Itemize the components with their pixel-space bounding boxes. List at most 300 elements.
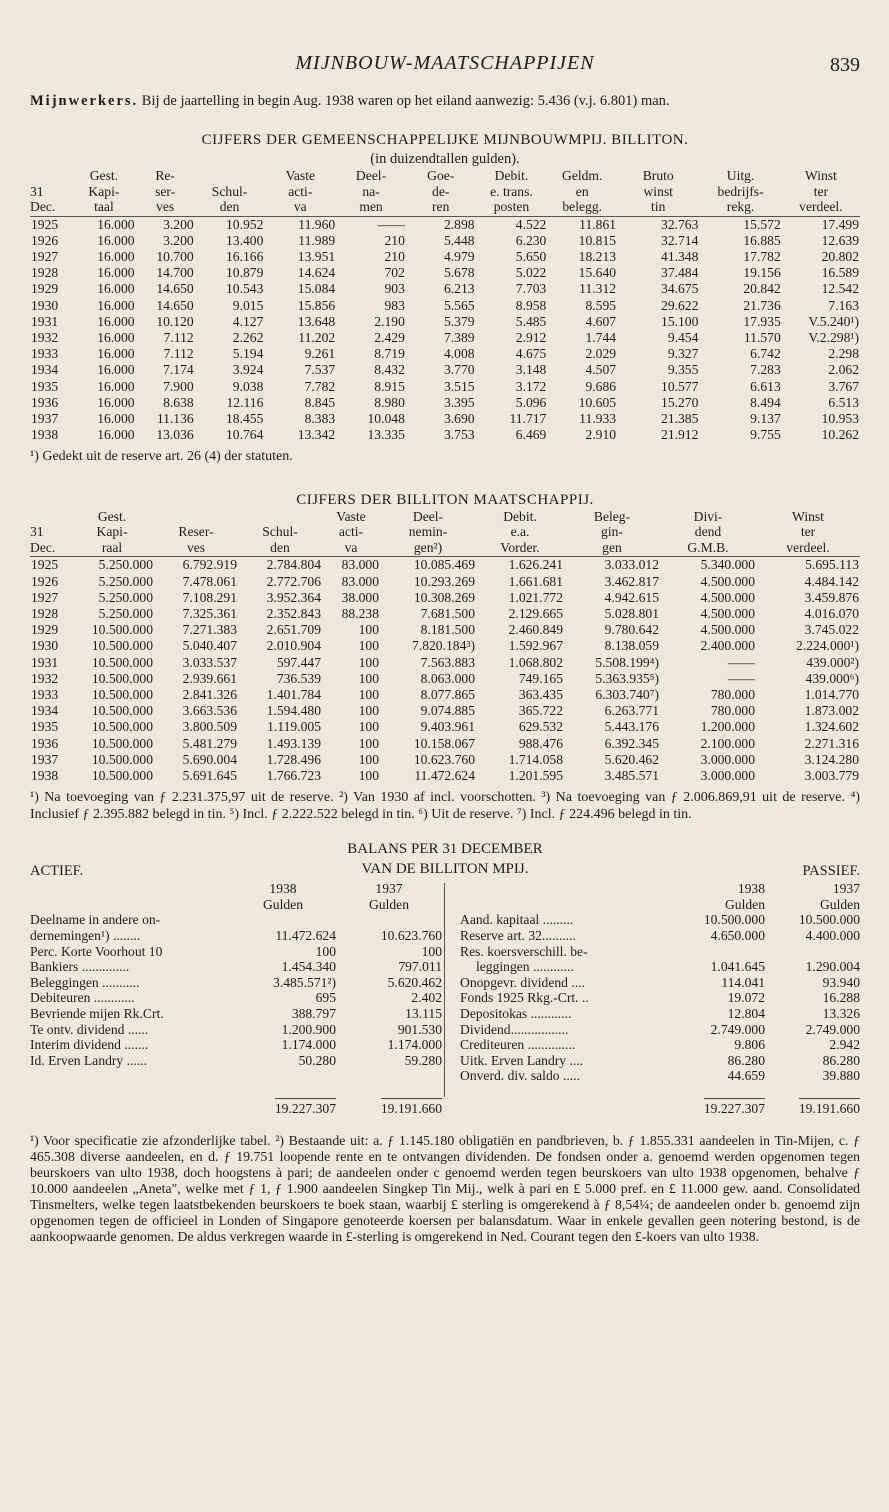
year-cell: 1933 (31, 346, 59, 362)
value-cell: 10.500.000 (91, 654, 153, 670)
value-cell: 10.953 (821, 410, 859, 426)
year-cell: 1930 (31, 297, 59, 313)
value-cell: 6.792.919 (182, 557, 237, 573)
column-header (195, 168, 265, 184)
value-cell: 3.485.571 (604, 767, 659, 783)
value-cell: 3.952.364 (266, 589, 321, 605)
year-cell: 1931 (31, 313, 59, 329)
column-header: na- (362, 183, 380, 199)
column-header: Debit. (494, 168, 529, 183)
value-cell: 5.028.801 (604, 605, 659, 621)
value-cell: 8.063.000 (420, 670, 475, 686)
balance-item (460, 944, 860, 960)
value-cell: 3.767 (828, 378, 859, 394)
total-1937 (765, 1094, 860, 1117)
item-label: Onopgevr. dividend .... (460, 974, 585, 990)
value-cell: 3.172 (515, 378, 547, 394)
value-cell: 7.782 (304, 378, 336, 394)
column-header: e.a. (510, 524, 530, 540)
value-cell: 21.736 (743, 297, 781, 313)
value-1938: 86.280 (727, 1052, 765, 1068)
value-cell: 7.478.061 (182, 573, 237, 589)
item-label: Bevriende mijen Rk.Crt. (30, 1005, 164, 1021)
value-cell: 4.500.000 (700, 622, 755, 638)
year-cell: 1933 (31, 686, 59, 702)
value-cell: 13.648 (297, 313, 336, 329)
year-1937-header: 1937 (832, 881, 860, 897)
value-cell: 7.163 (828, 297, 859, 313)
year-cell: 1928 (31, 265, 59, 281)
table-row (30, 411, 860, 427)
value-cell: 12.542 (821, 281, 859, 297)
year-cell: 1935 (31, 719, 59, 735)
value-cell: 21.912 (661, 427, 699, 443)
value-cell: 9.403.961 (420, 719, 475, 735)
value-cell: 6.613 (750, 378, 781, 394)
balance-item (30, 1037, 442, 1053)
table-row (30, 281, 860, 297)
table-row (30, 314, 860, 330)
column-header: Re- (155, 168, 175, 183)
value-cell: 210 (384, 248, 405, 264)
column-header: taal (72, 199, 135, 216)
balance-item (30, 990, 442, 1006)
value-cell: 100 (358, 703, 379, 719)
value-cell: 8.980 (374, 394, 405, 410)
blank-header (460, 897, 660, 913)
value-cell: 2.841.326 (182, 686, 237, 702)
balance-item (460, 959, 860, 975)
balance-item (30, 944, 442, 960)
column-header: Deel- (412, 508, 444, 524)
total-1938 (660, 1094, 765, 1117)
value-cell: 1.626.241 (508, 557, 563, 573)
value-cell: 5.620.462 (604, 751, 659, 767)
total-1937-value: 19.191.660 (381, 1098, 442, 1117)
value-cell: 3.000.000 (700, 751, 755, 767)
value-cell: 15.100 (661, 313, 699, 329)
value-cell: 7.703 (515, 281, 547, 297)
column-header: e. trans. (490, 183, 533, 199)
value-cell: 13.400 (226, 232, 264, 248)
value-cell: 10.815 (578, 232, 617, 248)
total-label (460, 1094, 660, 1117)
value-cell: 10.308.269 (413, 589, 475, 605)
value-cell: 6.392.345 (604, 735, 659, 751)
value-cell: 7.900 (163, 378, 194, 394)
column-header: posten (476, 199, 548, 216)
value-cell: 8.595 (585, 297, 617, 313)
table-row (30, 362, 860, 378)
value-cell: 2.898 (443, 216, 475, 232)
column-header: verdeel. (782, 199, 860, 216)
value-cell: 16.000 (97, 265, 135, 281)
gmb-figures-table (30, 168, 860, 443)
item-label: Debiteuren ............ (30, 990, 135, 1006)
value-cell: 8.915 (374, 378, 405, 394)
gap-row (30, 1068, 442, 1094)
value-cell: 2.784.804 (266, 557, 321, 573)
item-label: Beleggingen ........... (30, 974, 140, 990)
value-cell: 11.136 (156, 410, 194, 426)
value-cell: 100 (358, 751, 379, 767)
value-cell: 100 (358, 735, 379, 751)
column-header: Dec. (30, 540, 70, 557)
value-cell: 12.639 (821, 232, 859, 248)
column-header: Vorder. (476, 540, 564, 557)
value-cell: 2.400.000 (700, 638, 755, 654)
value-cell: 17.935 (743, 313, 781, 329)
blank-header (460, 881, 660, 897)
value-cell: 1.744 (585, 329, 617, 345)
column-header: ves (136, 199, 195, 216)
value-cell: 1.201.595 (508, 767, 563, 783)
value-cell: 10.262 (821, 427, 859, 443)
value-cell: 11.933 (579, 410, 617, 426)
value-cell: 2.460.849 (508, 622, 563, 638)
year-cell: 1931 (31, 654, 59, 670)
value-cell: 2.010.904 (266, 638, 321, 654)
balance-item (460, 1022, 860, 1038)
value-cell: 5.448 (443, 232, 475, 248)
column-header: gin- (601, 524, 623, 540)
value-cell: 1.119.005 (267, 719, 321, 735)
column-header: Gest. (97, 508, 127, 524)
value-cell: 9.355 (667, 362, 699, 378)
value-1937: 10.623.760 (380, 927, 442, 943)
value-cell: 29.622 (661, 297, 699, 313)
value-cell: 13.342 (297, 427, 336, 443)
balance-item (460, 1037, 860, 1053)
column-header: Vaste (336, 508, 366, 524)
value-cell: 16.000 (97, 281, 135, 297)
balance-item (460, 928, 860, 944)
value-cell: 439.000⁶) (805, 670, 859, 686)
value-cell: 4.500.000 (700, 589, 755, 605)
column-header (238, 509, 322, 525)
table-row (30, 574, 860, 590)
value-1938: 12.804 (727, 1005, 765, 1021)
table-row (30, 298, 860, 314)
value-cell: 6.230 (515, 232, 547, 248)
year-cell: 1925 (31, 216, 59, 232)
item-label: dernemingen¹) ........ (30, 927, 141, 943)
column-header: Beleg- (593, 508, 631, 524)
value-cell: 17.782 (743, 248, 781, 264)
value-cell: 5.096 (515, 394, 547, 410)
year-1938-header: 1938 (737, 881, 765, 897)
value-cell: 5.340.000 (700, 557, 755, 573)
column-header: ves (154, 540, 238, 557)
value-1937: 901.530 (397, 1021, 442, 1037)
value-cell: 9.137 (750, 410, 781, 426)
value-1937: 13.115 (405, 1005, 442, 1021)
value-cell: 702 (384, 265, 405, 281)
table-row (30, 655, 860, 671)
value-cell: 3.033.012 (604, 557, 659, 573)
value-cell: 2.262 (232, 329, 264, 345)
value-cell: 1.714.058 (508, 751, 563, 767)
value-cell: 5.250.000 (98, 589, 153, 605)
balance-item (460, 975, 860, 991)
value-cell: 18.455 (226, 410, 264, 426)
year-cell: 1925 (31, 557, 59, 573)
value-cell: 16.000 (97, 329, 135, 345)
value-cell: 16.000 (97, 362, 135, 378)
value-cell: 6.303.740⁷) (595, 686, 659, 702)
column-header: en (575, 183, 589, 199)
value-cell: 2.651.709 (266, 622, 321, 638)
column-header (30, 168, 72, 184)
column-header: Uitg. (726, 168, 755, 183)
value-cell: 11.312 (579, 281, 617, 297)
value-cell: 210 (384, 232, 405, 248)
value-cell: 9.327 (667, 346, 699, 362)
value-cell: 21.385 (661, 410, 699, 426)
value-cell: 780.000 (710, 686, 755, 702)
value-cell: 83.000 (341, 573, 379, 589)
value-cell: 16.589 (821, 265, 859, 281)
year-cell: 1927 (31, 248, 59, 264)
column-header: Winst (804, 168, 837, 183)
value-cell: 3.148 (515, 362, 547, 378)
document-page (30, 52, 860, 1245)
table-row (30, 736, 860, 752)
intro-lead: Mijnwerkers. (30, 93, 139, 109)
value-cell: 100 (358, 670, 379, 686)
item-label: Aand. kapitaal ......... (460, 912, 574, 928)
value-cell: 15.572 (743, 216, 781, 232)
value-cell: 2.190 (374, 313, 405, 329)
value-cell: 8.077.865 (420, 686, 475, 702)
value-cell: 6.469 (515, 427, 547, 443)
header-row (30, 168, 860, 184)
value-cell: 3.690 (443, 410, 475, 426)
column-header: ser- (155, 183, 176, 199)
balance-item (460, 912, 860, 928)
item-label: Dividend................. (460, 1021, 569, 1037)
value-cell: 2.224.000¹) (796, 638, 859, 654)
value-cell: 4.942.615 (604, 589, 659, 605)
value-1938: 19.072 (727, 990, 765, 1006)
value-cell: 16.000 (97, 427, 135, 443)
value-cell: 15.856 (297, 297, 336, 313)
balance-footnote: ¹) Voor specificatie zie afzonderlijke tabel. ²) Bestaande uit: a. ƒ 1.145.180 obligatiën en pandbrieven, b. ƒ 1.855.331 aandeelen in Tin-Mijen, c. ƒ 465.308 diverse aandeelen, en d. ƒ 19.751 loopende rente en te ontvangen dividenden. De fondsen onder a. genoemd werden opgenomen tegen beurskoers van ulto 1938, doch hoogstens à pari; de aandeelen onder c genoemd werden tegen beurskoers van ulto 1938 opgenomen, behalve ƒ 10.000 aandeelen „Aneta", welke met ƒ 1, ƒ 1.900 aandeelen Singkep Tin Mij., welk à pari en £ 5.000 pref. en £ 11.000 gew. aand. Consolidated Tinsmelters, welke tegen laatstbekenden beurskoers te boek staan, waarbij £ sterling is omgerekend à ƒ 8,54¼; de aandeelen onder b. genoemd zijn opgenomen tegen de officieel in Londen of Singapore genoteerde koersen per balansdatum. Waar in enkele gevallen geen notering bestond, is de aankoopwaarde genomen. De aldus verkregen waarde in £-sterling is omgerekend in Ned. Courant tegen den £-koers van ulto 1938. (30, 1133, 860, 1245)
column-header: den (238, 540, 322, 557)
value-cell: —— (727, 670, 755, 686)
value-cell: 8.432 (374, 362, 405, 378)
value-cell: 16.000 (97, 394, 135, 410)
table-row (30, 216, 860, 233)
value-cell: 100 (358, 654, 379, 670)
item-label: Id. Erven Landry ...... (30, 1052, 148, 1068)
value-cell: 10.879 (226, 265, 264, 281)
item-label: Perc. Korte Voorhout 10 (30, 943, 163, 959)
total-1938-value: 19.227.307 (704, 1098, 765, 1117)
year-cell: 1936 (31, 394, 59, 410)
value-cell: 2.939.661 (182, 670, 237, 686)
value-1938: 114.041 (721, 974, 765, 990)
value-cell: 5.565 (443, 297, 475, 313)
header-row (30, 524, 860, 540)
value-cell: 9.074.885 (420, 703, 475, 719)
value-cell: 3.663.536 (182, 703, 237, 719)
table-row (30, 249, 860, 265)
year-header-row (460, 881, 860, 897)
value-cell: 5.481.279 (182, 735, 237, 751)
value-cell: 10.500.000 (91, 622, 153, 638)
blank-header (30, 897, 230, 913)
value-cell: 1.021.772 (508, 589, 563, 605)
value-cell: 7.820.184³) (412, 638, 475, 654)
value-cell: 3.753 (443, 427, 475, 443)
value-cell: 1.592.967 (508, 638, 563, 654)
blank-header (30, 881, 230, 897)
balance-item (30, 959, 442, 975)
value-cell: 597.447 (276, 654, 321, 670)
value-cell: 903 (384, 281, 405, 297)
item-label: Te ontv. dividend ...... (30, 1021, 149, 1037)
value-cell: 13.335 (367, 427, 405, 443)
column-header: acti- (338, 524, 364, 540)
value-cell: 16.000 (97, 410, 135, 426)
value-cell: 5.363.935⁵) (595, 670, 659, 686)
value-1938: 9.806 (734, 1037, 765, 1053)
value-cell: 7.563.883 (420, 654, 475, 670)
value-cell: 20.802 (821, 248, 859, 264)
item-label: Interim dividend ....... (30, 1037, 149, 1053)
value-cell: 1.873.002 (804, 703, 859, 719)
table-row (30, 330, 860, 346)
column-header: Reser- (178, 524, 214, 540)
value-cell: 15.084 (297, 281, 336, 297)
column-header: G.M.B. (660, 540, 756, 557)
value-1938: 1.174.000 (281, 1037, 336, 1053)
value-cell: 10.500.000 (91, 638, 153, 654)
table-row (30, 768, 860, 784)
value-cell: 3.033.537 (182, 654, 237, 670)
balance-heading (30, 841, 860, 881)
item-label: Reserve art. 32.......... (460, 927, 576, 943)
value-cell: 4.016.070 (804, 605, 859, 621)
value-cell: 7.174 (163, 362, 194, 378)
value-cell: 7.108.291 (182, 589, 237, 605)
column-header: Schul- (262, 524, 298, 540)
value-cell: 9.015 (232, 297, 264, 313)
year-cell: 1932 (31, 670, 59, 686)
gap-row (460, 1084, 860, 1094)
column-header: acti- (288, 183, 313, 199)
value-cell: 10.120 (156, 313, 194, 329)
balance-sheet (30, 881, 860, 1127)
value-cell: 11.717 (509, 410, 547, 426)
year-header-row (30, 881, 442, 897)
value-1937: 797.011 (398, 959, 442, 975)
value-cell: 32.763 (661, 216, 699, 232)
value-cell: 7.271.383 (182, 622, 237, 638)
column-header: tin (617, 199, 699, 216)
value-cell: 736.539 (276, 670, 321, 686)
column-header: belegg. (547, 199, 617, 216)
total-1938 (230, 1094, 336, 1117)
value-cell: 4.484.142 (804, 573, 859, 589)
value-cell: 100 (358, 638, 379, 654)
value-cell: 10.500.000 (91, 735, 153, 751)
year-1938-header: 1938 (269, 881, 297, 897)
column-header: gen (564, 540, 660, 557)
value-cell: 19.156 (743, 265, 781, 281)
value-cell: 1.728.496 (266, 751, 321, 767)
value-cell: 13.036 (156, 427, 194, 443)
value-cell: 2.062 (828, 362, 859, 378)
value-1937: 13.326 (822, 1005, 860, 1021)
value-cell: 1.661.681 (508, 573, 563, 589)
value-cell: 2.429 (374, 329, 405, 345)
item-label: Uitk. Erven Landry .... (460, 1052, 584, 1068)
value-cell: 10.085.469 (413, 557, 475, 573)
value-cell: 2.029 (585, 346, 617, 362)
value-1938: 1.454.340 (281, 959, 336, 975)
gap (30, 1068, 442, 1094)
value-cell: 100 (358, 719, 379, 735)
value-cell: 3.924 (232, 362, 264, 378)
value-cell: 8.138.059 (604, 638, 659, 654)
value-cell: 83.000 (341, 557, 379, 573)
column-header: gen²) (380, 540, 476, 557)
item-label: Deelname in andere on- (30, 912, 161, 928)
value-cell: 16.000 (97, 297, 135, 313)
value-cell: 17.499 (821, 216, 859, 232)
value-1937: 1.290.004 (805, 959, 860, 975)
table-row (30, 233, 860, 249)
item-label: Bankiers .............. (30, 959, 130, 975)
value-cell: 1.401.784 (266, 686, 321, 702)
value-1937: 1.174.000 (387, 1037, 442, 1053)
value-cell: 7.325.361 (182, 605, 237, 621)
item-label: leggingen ............ (476, 959, 574, 975)
value-1937: 2.402 (411, 990, 442, 1006)
table-row (30, 703, 860, 719)
column-header: Winst (792, 508, 824, 524)
value-cell: 9.686 (585, 378, 617, 394)
column-header: Bruto (642, 168, 674, 183)
value-1937: 39.880 (822, 1068, 860, 1084)
value-cell: 10.500.000 (91, 670, 153, 686)
column-header: va (264, 199, 336, 216)
value-cell: 8.383 (304, 410, 336, 426)
value-cell: 4.500.000 (700, 605, 755, 621)
value-cell: 10.700 (156, 248, 194, 264)
value-cell: 16.000 (97, 232, 135, 248)
value-1937: 100 (421, 943, 442, 959)
value-cell: —— (727, 654, 755, 670)
value-cell: 5.250.000 (98, 557, 153, 573)
value-cell: 32.714 (661, 232, 699, 248)
value-1937: 2.942 (829, 1037, 860, 1053)
column-header: bedrijfs- (717, 183, 764, 199)
value-1938 (660, 944, 765, 960)
value-cell: 18.213 (578, 248, 617, 264)
table-row (30, 427, 860, 443)
value-cell: 5.379 (443, 313, 475, 329)
value-cell: 41.348 (661, 248, 699, 264)
value-cell: 1.068.802 (508, 654, 563, 670)
value-cell: 5.691.645 (182, 767, 237, 783)
value-cell: 7.389 (443, 329, 475, 345)
value-1938: 3.485.571²) (273, 974, 336, 990)
value-cell: V.2.298¹) (808, 329, 859, 345)
value-cell: 3.745.022 (804, 622, 859, 638)
